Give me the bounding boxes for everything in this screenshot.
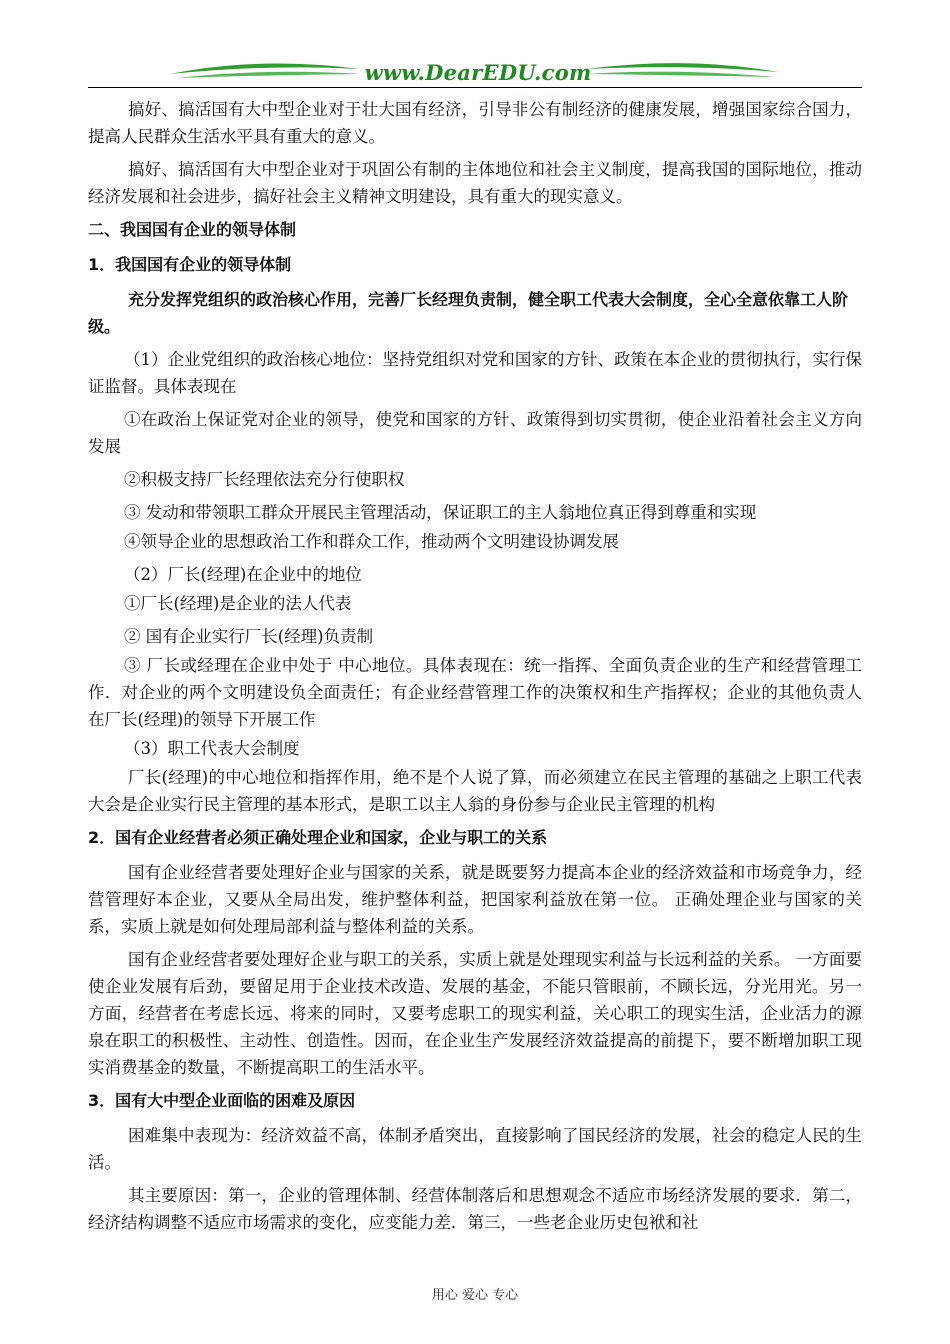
subsection-heading: 1．我国国有企业的领导体制 [88,255,292,274]
subsection-heading: 2．国有企业经营者必须正确处理企业和国家，企业与职工的关系 [88,828,548,847]
section-heading: 二、我国国有企业的领导体制 [88,220,297,239]
paragraph: 厂长(经理)的中心地位和指挥作用，绝不是个人说了算，而必须建立在民主管理的基础之上职工代表大会是企业实行民主管理的基本形式，是职工以主人翁的身份参与企业民主管理的机构 [88,768,862,814]
list-item: ② 国有企业实行厂长(经理)负责制 [124,627,374,646]
paragraph: 其主要原因：第一，企业的管理体制、经营体制落后和思想观念不适应市场经济发展的要求．第二，经济结构调整不适应市场需求的变化，应变能力差．第三，一些老企业历史包袱和社 [88,1186,862,1232]
paragraph: 困难集中表现为：经济效益不高，体制矛盾突出，直接影响了国民经济的发展，社会的稳定人民的生活。 [88,1126,862,1172]
paragraph: 国有企业经营者要处理好企业与职工的关系，实质上就是处理现实利益与长远利益的关系。 一方面要使企业发展有后劲，要留足用于企业技术改造、发展的基金，不能只管眼前，不顾长远，分光用光。另一方面，经营者在考虑长远、将来的同时，又要考虑职工的现实利益，关心职工的现实生活，企业活力的源泉在职工的积极性、主动性、创造性。因而，在企业生产发展经济效益提高的前提下，要不断增加职工现实消费基金的数量，不断提高职工的生活水平。 [88,950,862,1077]
list-item: ④领导企业的思想政治工作和群众工作，推动两个文明建设协调发展 [124,532,619,551]
bold-summary: 充分发挥党组织的政治核心作用，完善厂长经理负责制，健全职工代表大会制度，全心全意依靠工人阶级。 [88,290,849,336]
list-item: ②积极支持厂长经理依法充分行使职权 [124,470,405,489]
subsection-heading: 3．国有大中型企业面临的困难及原因 [88,1091,356,1110]
paragraph: 搞好、搞活国有大中型企业对于巩固公有制的主体地位和社会主义制度，提高我国的国际地位，推动经济发展和社会进步，搞好社会主义精神文明建设，具有重大的现实意义。 [88,160,862,206]
document-body [88,96,862,1242]
list-intro: （3）职工代表大会制度 [124,739,300,758]
list-item: ③ 厂长或经理在企业中处于 中心地位。具体表现在：统一指挥、全面负责企业的生产和经营管理工作．对企业的两个文明建设负全面责任；有企业经营管理工作的决策权和生产指挥权；企业的其他负责人在厂长(经理)的领导下开展工作 [88,656,862,729]
paragraph: 搞好、搞活国有大中型企业对于壮大国有经济，引导非公有制经济的健康发展，增强国家综合国力，提高人民群众生活水平具有重大的意义。 [88,100,862,146]
list-item: ③ 发动和带领职工群众开展民主管理活动，保证职工的主人翁地位真正得到尊重和实现 [124,503,757,522]
list-intro: （2）厂长(经理)在企业中的地位 [124,565,362,584]
paragraph: 国有企业经营者要处理好企业与国家的关系，就是既要努力提高本企业的经济效益和市场竞争力，经营管理好本企业，又要从全局出发，维护整体利益，把国家利益放在第一位。 正确处理企业与国家的关系，实质上就是如何处理局部利益与整体利益的关系。 [88,863,862,936]
header-rule [88,87,862,88]
site-logo[interactable]: www.DearEDU.com [364,60,592,85]
page-header [88,50,862,90]
page-footer: 用心 爱心 专心 [431,1288,519,1303]
list-intro: （1）企业党组织的政治核心地位：坚持党组织对党和国家的方针、政策在本企业的贯彻执行，实行保证监督。具体表现在 [88,350,862,396]
list-item: ①厂长(经理)是企业的法人代表 [124,594,352,613]
list-item: ①在政治上保证党对企业的领导，使党和国家的方针、政策得到切实贯彻，使企业沿着社会主义方向发展 [88,410,862,456]
